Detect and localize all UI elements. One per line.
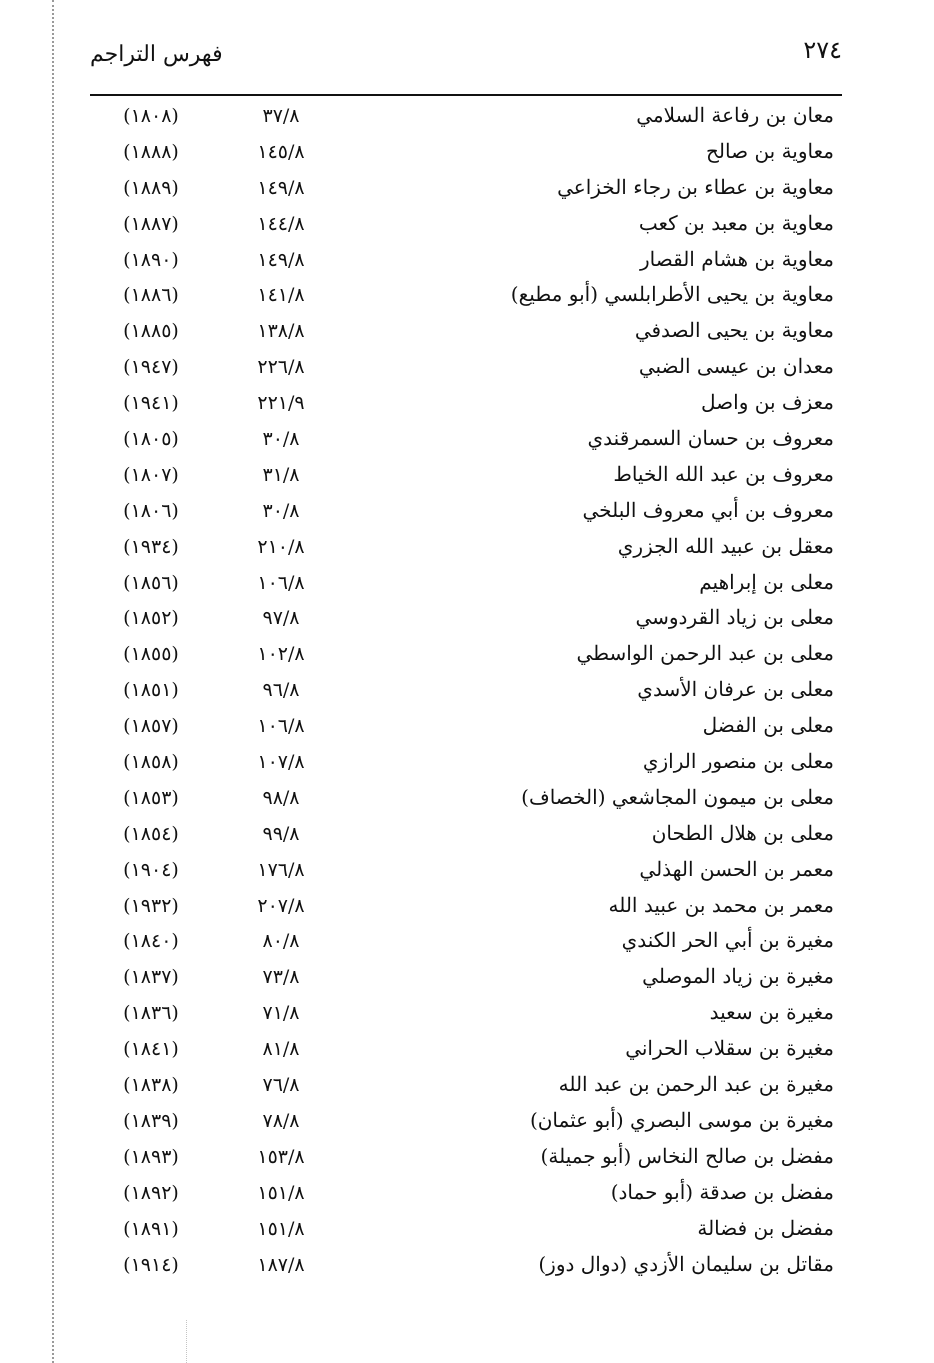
entry-volume-page: ١٠٢/٨ xyxy=(257,643,305,666)
entry-number: (١٨٠٥) xyxy=(123,428,179,451)
entry-number: (١٨٥٣) xyxy=(123,786,179,809)
entry-number: (١٨٥٨) xyxy=(123,751,179,774)
index-entry xyxy=(90,496,842,532)
entry-name: مفضل بن فضالة xyxy=(697,1215,834,1240)
entry-number: (١٨٩١) xyxy=(123,1217,179,1240)
entry-name: مغيرة بن سعيد xyxy=(709,1000,834,1025)
index-entry xyxy=(90,639,842,675)
entry-volume-page: ١٥٣/٨ xyxy=(257,1145,305,1168)
index-entry xyxy=(90,1214,842,1250)
index-entry xyxy=(90,316,842,352)
index-entry xyxy=(90,783,842,819)
index-entry xyxy=(90,1250,842,1286)
entry-name: معلى بن ميمون المجاشعي (الخصاف) xyxy=(521,784,834,809)
entry-name: معاوية بن صالح xyxy=(706,138,834,163)
entry-number: (١٨٥٤) xyxy=(123,822,179,845)
entry-volume-page: ٧١/٨ xyxy=(262,1002,300,1025)
entry-volume-page: ٢٢١/٩ xyxy=(257,392,305,415)
entry-number: (١٨٩٣) xyxy=(123,1145,179,1168)
entry-name: معان بن رفاعة السلامي xyxy=(636,103,834,127)
index-entry xyxy=(90,101,842,137)
index-entry xyxy=(90,747,842,783)
entry-number: (١٩٣٤) xyxy=(123,535,179,558)
entry-volume-page: ١٠٧/٨ xyxy=(257,751,305,774)
entry-number: (١٨٠٧) xyxy=(123,463,179,486)
index-entry xyxy=(90,137,842,173)
entry-name: معروف بن أبي معروف البلخي xyxy=(582,497,834,522)
page-title: فهرس التراجم xyxy=(90,42,223,67)
entry-number: (١٨٨٧) xyxy=(123,212,179,235)
entry-volume-page: ١٣٨/٨ xyxy=(257,320,305,343)
index-entry xyxy=(90,962,842,998)
entry-name: مغيرة بن سقلاب الحراني xyxy=(625,1036,834,1061)
entry-name: معاوية بن يحيى الصدفي xyxy=(634,318,834,343)
entry-number: (١٨٨٥) xyxy=(123,320,179,343)
entry-name: معلى بن زياد القردوسي xyxy=(635,605,834,630)
entry-volume-page: ١٤٥/٨ xyxy=(257,140,305,163)
entry-name: معقل بن عبيد الله الجزري xyxy=(617,533,834,558)
entry-number: (١٨٨٨) xyxy=(123,140,179,163)
entry-volume-page: ٣٠/٨ xyxy=(262,499,300,522)
entry-volume-page: ٣٧/٨ xyxy=(262,105,300,127)
entry-volume-page: ٧٣/٨ xyxy=(262,966,300,989)
entry-name: معمر بن محمد بن عبيد الله xyxy=(608,892,834,917)
entry-number: (١٨٨٦) xyxy=(123,284,179,307)
entry-volume-page: ١٥١/٨ xyxy=(257,1217,305,1240)
entry-number: (١٨٥٧) xyxy=(123,715,179,738)
entry-number: (١٨٥٢) xyxy=(123,607,179,630)
index-entry xyxy=(90,819,842,855)
entry-name: مغيرة بن عبد الرحمن بن عبد الله xyxy=(558,1072,834,1097)
index-entry xyxy=(90,1070,842,1106)
entry-volume-page: ٣١/٨ xyxy=(262,463,300,486)
entry-name: مفضل بن صدقة (أبو حماد) xyxy=(610,1179,834,1204)
entry-number: (١٨٥٦) xyxy=(123,571,179,594)
entry-volume-page: ٩٦/٨ xyxy=(262,679,300,702)
entry-volume-page: ٩٨/٨ xyxy=(262,786,300,809)
entry-number: (١٨٤١) xyxy=(123,1038,179,1061)
entry-number: (١٨٥١) xyxy=(123,679,179,702)
entry-number: (١٨٩٢) xyxy=(123,1181,179,1204)
entry-volume-page: ٨٠/٨ xyxy=(262,930,300,953)
entry-name: معزف بن واصل xyxy=(701,390,834,415)
entry-name: مغيرة بن أبي الحر الكندي xyxy=(621,928,834,953)
index-entry xyxy=(90,388,842,424)
entry-volume-page: ١٤٤/٨ xyxy=(257,212,305,235)
entry-number: (١٨٣٧) xyxy=(123,966,179,989)
entry-volume-page: ١٠٦/٨ xyxy=(257,715,305,738)
index-entry xyxy=(90,280,842,316)
entry-number: (١٩٤١) xyxy=(123,392,179,415)
entry-name: معلى بن إبراهيم xyxy=(699,569,834,594)
entry-name: معاوية بن معبد بن كعب xyxy=(638,210,834,235)
index-entry xyxy=(90,891,842,927)
entry-number: (١٩٠٤) xyxy=(123,858,179,881)
entry-number: (١٨٣٨) xyxy=(123,1074,179,1097)
entry-name: مفضل بن صالح النخاس (أبو جميلة) xyxy=(540,1143,834,1168)
index-entry xyxy=(90,173,842,209)
entry-number: (١٨٠٦) xyxy=(123,499,179,522)
entry-name: معلى بن عبد الرحمن الواسطي xyxy=(576,641,834,666)
entry-number: (١٨٣٩) xyxy=(123,1109,179,1132)
entry-number: (١٨٠٨) xyxy=(123,105,179,127)
entry-name: معمر بن الحسن الهذلي xyxy=(639,856,834,881)
entry-number: (١٨٩٠) xyxy=(123,248,179,271)
entry-number: (١٨٥٥) xyxy=(123,643,179,666)
entry-volume-page: ٢٠٧/٨ xyxy=(257,894,305,917)
entry-name: معاوية بن يحيى الأطرابلسي (أبو مطيع) xyxy=(510,282,834,307)
page-number: ٢٧٤ xyxy=(803,36,842,64)
entry-number: (١٩٤٧) xyxy=(123,356,179,379)
entry-name: معروف بن عبد الله الخياط xyxy=(613,461,834,486)
entry-name: معلى بن منصور الرازي xyxy=(642,749,834,774)
entry-volume-page: ١٤٩/٨ xyxy=(257,248,305,271)
entry-volume-page: ٣٠/٨ xyxy=(262,428,300,451)
index-entry xyxy=(90,424,842,460)
entry-volume-page: ٩٩/٨ xyxy=(262,822,300,845)
entry-name: معلى بن عرفان الأسدي xyxy=(637,677,834,702)
index-entry xyxy=(90,603,842,639)
index-entry xyxy=(90,675,842,711)
entry-number: (١٨٨٩) xyxy=(123,176,179,199)
entry-name: معلى بن هلال الطحان xyxy=(651,820,834,845)
entry-volume-page: ١٤٩/٨ xyxy=(257,176,305,199)
entry-name: معاوية بن هشام القصار xyxy=(640,246,834,271)
index-entry xyxy=(90,1034,842,1070)
page-header xyxy=(90,28,842,88)
entry-volume-page: ٨١/٨ xyxy=(262,1038,300,1061)
entry-volume-page: ١٠٦/٨ xyxy=(257,571,305,594)
index-entry xyxy=(90,568,842,604)
entry-volume-page: ٧٦/٨ xyxy=(262,1074,300,1097)
entry-volume-page: ٧٨/٨ xyxy=(262,1109,300,1132)
entry-name: مغيرة بن زياد الموصلي xyxy=(642,964,834,989)
scan-margin-dots xyxy=(52,0,54,1363)
index-entry xyxy=(90,1178,842,1214)
entry-volume-page: ١٧٦/٨ xyxy=(257,858,305,881)
index-entry xyxy=(90,1106,842,1142)
entry-volume-page: ١٨٧/٨ xyxy=(257,1253,305,1276)
entry-volume-page: ١٥١/٨ xyxy=(257,1181,305,1204)
scan-margin-dots-lower xyxy=(186,1320,187,1363)
entry-number: (١٩٣٢) xyxy=(123,894,179,917)
index-entry xyxy=(90,245,842,281)
entry-volume-page: ٢٢٦/٨ xyxy=(257,356,305,379)
entry-number: (١٨٤٠) xyxy=(123,930,179,953)
entry-number: (١٩١٤) xyxy=(123,1253,179,1276)
entry-volume-page: ١٤١/٨ xyxy=(257,284,305,307)
index-entry xyxy=(90,711,842,747)
header-divider xyxy=(90,94,842,96)
index-entry xyxy=(90,855,842,891)
entry-name: معاوية بن عطاء بن رجاء الخزاعي xyxy=(557,174,834,199)
index-entry xyxy=(90,460,842,496)
index-entry xyxy=(90,352,842,388)
entry-name: معلى بن الفضل xyxy=(702,713,834,738)
index-entry-list xyxy=(90,101,842,1285)
index-entry xyxy=(90,926,842,962)
entry-volume-page: ٢١٠/٨ xyxy=(257,535,305,558)
entry-number: (١٨٣٦) xyxy=(123,1002,179,1025)
index-entry xyxy=(90,532,842,568)
entry-name: مقاتل بن سليمان الأزدي (دوال دوز) xyxy=(538,1251,834,1276)
index-entry xyxy=(90,998,842,1034)
entry-volume-page: ٩٧/٨ xyxy=(262,607,300,630)
entry-name: مغيرة بن موسى البصري (أبو عثمان) xyxy=(529,1107,834,1132)
index-entry xyxy=(90,1142,842,1178)
entry-name: معروف بن حسان السمرقندي xyxy=(587,426,834,451)
entry-name: معدان بن عيسى الضبي xyxy=(638,354,834,379)
index-entry xyxy=(90,209,842,245)
